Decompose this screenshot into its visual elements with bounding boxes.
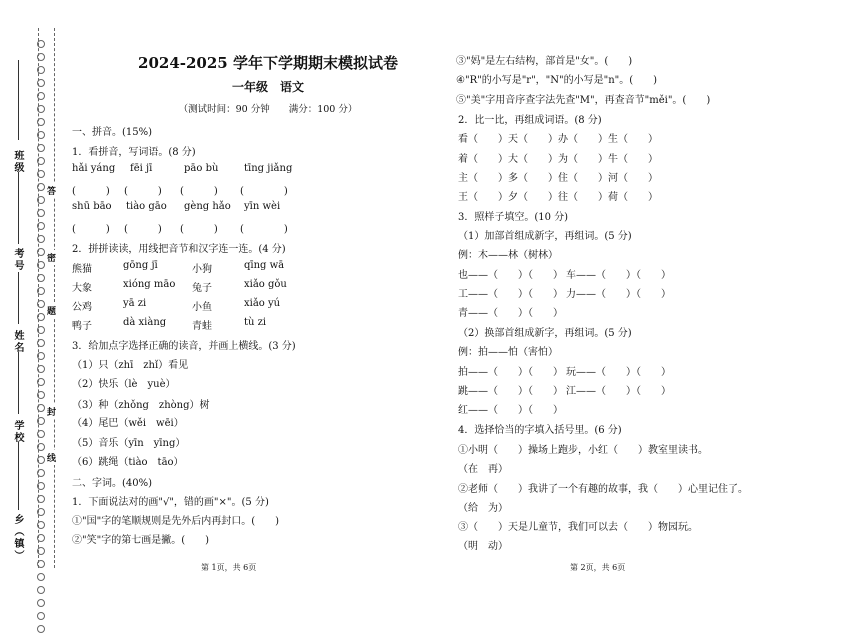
question-heading: 2．拼拼读读，用线把音节和汉字连一连。(4 分) bbox=[72, 244, 286, 255]
binding-dash-line bbox=[54, 28, 55, 568]
pinyin-prompt: tīng jiǎng bbox=[244, 163, 293, 174]
match-pinyin[interactable]: gōng jī bbox=[123, 260, 158, 271]
answer-blank[interactable]: ( ) bbox=[124, 186, 162, 197]
fill-sentence[interactable]: ①小明（ ）操场上跑步，小红（ ）教室里读书。 bbox=[458, 445, 708, 456]
exam-time-info: （测试时间：90 分钟 满分：100 分） bbox=[178, 104, 358, 115]
true-false-item[interactable]: ⑤"美"字用音序查字法先查"M"，再查音节"měi"。( ) bbox=[456, 95, 711, 106]
binding-hole bbox=[37, 469, 45, 477]
fill-blank[interactable]: 力——（ ）（ ） bbox=[566, 289, 671, 300]
pinyin-prompt: shū bāo bbox=[72, 201, 112, 212]
binding-hole bbox=[37, 586, 45, 594]
binding-hole bbox=[37, 482, 45, 490]
true-false-item[interactable]: ②"笑"字的第七画是撇。( ) bbox=[72, 535, 210, 546]
match-pinyin[interactable]: xiǎo yú bbox=[244, 298, 281, 309]
page-footer: 第 1页，共 6页 bbox=[201, 563, 257, 572]
page-footer: 第 2页，共 6页 bbox=[570, 563, 626, 572]
binding-hole bbox=[37, 92, 45, 100]
pinyin-prompt: yīn wèi bbox=[244, 201, 281, 212]
match-word[interactable]: 熊猫 bbox=[72, 264, 92, 275]
binding-hole bbox=[37, 417, 45, 425]
match-word[interactable]: 小狗 bbox=[192, 264, 212, 275]
compare-item[interactable]: 生（ ） bbox=[608, 134, 658, 145]
compare-item[interactable]: 为（ ） bbox=[558, 154, 608, 165]
fill-blank[interactable]: 青——（ ）（ ） bbox=[458, 308, 563, 319]
seal-char: 密 bbox=[47, 250, 56, 265]
binding-margin bbox=[0, 0, 62, 607]
binding-hole bbox=[37, 573, 45, 581]
binding-hole bbox=[37, 66, 45, 74]
binding-hole bbox=[37, 79, 45, 87]
match-pinyin[interactable]: xiǎo gǒu bbox=[244, 279, 287, 290]
question-heading: 4．选择恰当的字填入括号里。(6 分) bbox=[458, 425, 622, 436]
fill-blank[interactable]: 工——（ ）（ ） bbox=[458, 289, 563, 300]
binding-hole bbox=[37, 196, 45, 204]
binding-hole bbox=[37, 495, 45, 503]
answer-blank[interactable]: ( ) bbox=[240, 186, 288, 197]
match-pinyin[interactable]: qīng wā bbox=[244, 260, 285, 271]
binding-hole bbox=[37, 378, 45, 386]
compare-item[interactable]: 河（ ） bbox=[608, 173, 658, 184]
match-word[interactable]: 青蛙 bbox=[192, 321, 212, 332]
example-text: 例：拍——怕（害怕） bbox=[458, 347, 558, 358]
binding-hole bbox=[37, 599, 45, 607]
compare-item[interactable]: 荷（ ） bbox=[608, 192, 658, 203]
true-false-item[interactable]: ④"R"的小写是"r"，"N"的小写是"n"。( ) bbox=[456, 75, 658, 86]
binding-hole bbox=[37, 40, 45, 48]
seal-char: 答 bbox=[47, 183, 56, 198]
fill-blank[interactable]: 车——（ ）（ ） bbox=[566, 270, 671, 281]
match-pinyin[interactable]: yā zi bbox=[123, 298, 147, 309]
binding-hole bbox=[37, 534, 45, 542]
match-word[interactable]: 兔子 bbox=[192, 283, 212, 294]
binding-holes bbox=[37, 40, 47, 638]
binding-hole bbox=[37, 560, 45, 568]
binding-hole bbox=[37, 274, 45, 282]
binding-field-line bbox=[18, 272, 19, 324]
question-heading: 2．比一比，再组成词语。(8 分) bbox=[458, 115, 602, 126]
binding-hole bbox=[37, 313, 45, 321]
binding-hole bbox=[37, 391, 45, 399]
answer-blank[interactable]: ( ) bbox=[240, 224, 288, 235]
binding-hole bbox=[37, 222, 45, 230]
section-heading: 二、字词。(40%) bbox=[72, 478, 153, 489]
binding-hole bbox=[37, 105, 45, 113]
compare-item[interactable]: 办（ ） bbox=[558, 134, 608, 145]
binding-hole bbox=[37, 131, 45, 139]
word-options: （在 再） bbox=[458, 464, 508, 475]
sub-question-heading: （1）加部首组成新字，再组词。(5 分) bbox=[458, 231, 632, 242]
fill-blank[interactable]: 也——（ ）（ ） bbox=[458, 270, 563, 281]
compare-item[interactable]: 往（ ） bbox=[558, 192, 608, 203]
binding-field-line bbox=[18, 172, 19, 244]
binding-hole bbox=[37, 300, 45, 308]
label-township: 乡（镇） bbox=[12, 514, 23, 562]
binding-hole bbox=[37, 170, 45, 178]
binding-hole bbox=[37, 456, 45, 464]
binding-hole bbox=[37, 326, 45, 334]
pinyin-prompt: pāo bù bbox=[184, 163, 219, 174]
binding-hole bbox=[37, 547, 45, 555]
choice-item[interactable]: （1）只（zhī zhǐ）看见 bbox=[72, 360, 189, 371]
fill-blank[interactable]: 红——（ ）（ ） bbox=[458, 405, 563, 416]
answer-blank[interactable]: ( ) bbox=[180, 224, 218, 235]
compare-item[interactable]: 大（ ） bbox=[508, 154, 558, 165]
compare-item[interactable]: 牛（ ） bbox=[608, 154, 658, 165]
binding-hole bbox=[37, 183, 45, 191]
binding-hole bbox=[37, 339, 45, 347]
choice-item[interactable]: （4）尾巴（wěi wēi） bbox=[72, 418, 184, 429]
binding-hole bbox=[37, 287, 45, 295]
pinyin-prompt: hǎi yáng bbox=[72, 163, 116, 174]
match-word[interactable]: 鸭子 bbox=[72, 321, 92, 332]
compare-item[interactable]: 夕（ ） bbox=[508, 192, 558, 203]
seal-char: 题 bbox=[47, 303, 56, 318]
exam-subtitle: 一年级 语文 bbox=[231, 80, 304, 94]
binding-field-line bbox=[18, 60, 19, 140]
binding-hole bbox=[37, 248, 45, 256]
binding-hole bbox=[37, 365, 45, 373]
answer-blank[interactable]: ( ) bbox=[72, 224, 110, 235]
binding-hole bbox=[37, 404, 45, 412]
compare-item[interactable]: 看（ ） bbox=[458, 134, 508, 145]
exam-page-1 bbox=[68, 0, 443, 607]
fill-blank[interactable]: 玩——（ ）（ ） bbox=[566, 367, 671, 378]
pinyin-prompt: tiào gāo bbox=[126, 201, 167, 212]
word-options: （明 动） bbox=[458, 541, 508, 552]
exam-page-2 bbox=[456, 0, 846, 607]
seal-char: 线 bbox=[47, 450, 56, 465]
binding-hole bbox=[37, 53, 45, 61]
true-false-item[interactable]: ③"妈"是左右结构，部首是"女"。( ) bbox=[456, 56, 633, 67]
binding-hole bbox=[37, 144, 45, 152]
label-class: 班级 bbox=[12, 150, 23, 174]
match-word[interactable]: 小鱼 bbox=[192, 302, 212, 313]
seal-char: 封 bbox=[47, 404, 56, 419]
answer-blank[interactable]: ( ) bbox=[180, 186, 218, 197]
match-pinyin[interactable]: tù zi bbox=[244, 317, 267, 328]
word-options: （给 为） bbox=[458, 503, 508, 514]
binding-hole bbox=[37, 430, 45, 438]
binding-hole bbox=[37, 157, 45, 165]
binding-field-line bbox=[18, 442, 19, 510]
section-heading: 一、拼音。(15%) bbox=[72, 127, 153, 138]
question-heading: 3．照样子填空。(10 分) bbox=[458, 212, 569, 223]
fill-sentence[interactable]: ②老师（ ）我讲了一个有趣的故事，我（ ）心里记住了。 bbox=[458, 484, 748, 495]
choice-item[interactable]: （5）音乐（yīn yīng） bbox=[72, 438, 186, 449]
binding-hole bbox=[37, 625, 45, 633]
question-heading: 1．下面说法对的画"√"，错的画"×"。(5 分) bbox=[72, 497, 269, 508]
example-text: 例：木——林（树林） bbox=[458, 250, 558, 261]
pinyin-prompt: fēi jī bbox=[130, 163, 153, 174]
choice-item[interactable]: （6）跳绳（tiào tāo） bbox=[72, 457, 184, 468]
compare-item[interactable]: 多（ ） bbox=[508, 173, 558, 184]
exam-title: 2024-2025 学年下学期期末模拟试卷 bbox=[138, 54, 398, 72]
compare-item[interactable]: 主（ ） bbox=[458, 173, 508, 184]
binding-field-line bbox=[18, 352, 19, 414]
choice-item[interactable]: （2）快乐（lè yuè） bbox=[72, 379, 176, 390]
binding-hole bbox=[37, 352, 45, 360]
label-exam-number: 考号 bbox=[12, 248, 23, 272]
question-heading: 1．看拼音，写词语。(8 分) bbox=[72, 147, 196, 158]
binding-hole bbox=[37, 521, 45, 529]
binding-hole bbox=[37, 209, 45, 217]
answer-blank[interactable]: ( ) bbox=[72, 186, 110, 197]
match-word[interactable]: 大象 bbox=[72, 283, 92, 294]
choice-item[interactable]: （3）种（zhǒng zhòng）树 bbox=[72, 400, 210, 411]
pinyin-prompt: gèng hǎo bbox=[184, 201, 231, 212]
question-heading: 3．给加点字选择正确的读音，并画上横线。(3 分) bbox=[72, 341, 296, 352]
fill-blank[interactable]: 跳——（ ）（ ） bbox=[458, 386, 563, 397]
binding-hole bbox=[37, 118, 45, 126]
compare-item[interactable]: 王（ ） bbox=[458, 192, 508, 203]
fill-blank[interactable]: 江——（ ）（ ） bbox=[566, 386, 671, 397]
binding-hole bbox=[37, 261, 45, 269]
binding-hole bbox=[37, 508, 45, 516]
fill-sentence[interactable]: ③（ ）天是儿童节，我们可以去（ ）物园玩。 bbox=[458, 522, 698, 533]
label-name: 姓名 bbox=[12, 330, 23, 354]
compare-item[interactable]: 着（ ） bbox=[458, 154, 508, 165]
binding-hole bbox=[37, 612, 45, 620]
match-word[interactable]: 公鸡 bbox=[72, 302, 92, 313]
label-school: 学校 bbox=[12, 420, 23, 444]
binding-hole bbox=[37, 443, 45, 451]
sub-question-heading: （2）换部首组成新字，再组词。(5 分) bbox=[458, 328, 632, 339]
binding-hole bbox=[37, 235, 45, 243]
compare-item[interactable]: 天（ ） bbox=[508, 134, 558, 145]
compare-item[interactable]: 住（ ） bbox=[558, 173, 608, 184]
fill-blank[interactable]: 拍——（ ）（ ） bbox=[458, 367, 563, 378]
match-pinyin[interactable]: xióng māo bbox=[123, 279, 176, 290]
true-false-item[interactable]: ①"国"字的笔顺规则是先外后内再封口。( ) bbox=[72, 516, 280, 527]
match-pinyin[interactable]: dà xiàng bbox=[123, 317, 167, 328]
answer-blank[interactable]: ( ) bbox=[124, 224, 162, 235]
